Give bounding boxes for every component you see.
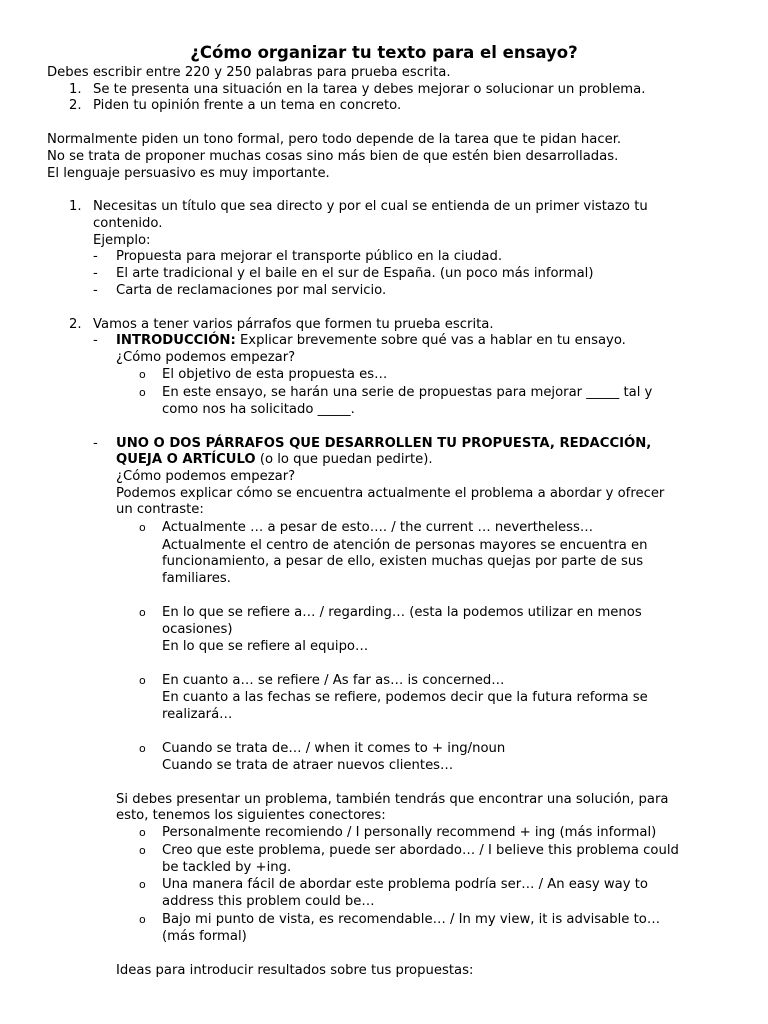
- body-section-heading: UNO O DOS PÁRRAFOS QUE DESARROLLEN TU PROPUESTA, REDACCIÓN,: [116, 436, 652, 451]
- bullet-marker: o: [139, 844, 146, 857]
- connector-example: Cuando se trata de atraer nuevos clientes…: [162, 758, 454, 773]
- solution-intro: esto, tenemos los siguientes conectores:: [116, 808, 386, 823]
- bullet-marker: o: [139, 826, 146, 839]
- tone-line: Normalmente piden un tono formal, pero todo depende de la tarea que te pidan hacer.: [47, 132, 622, 147]
- body-section-heading-rest: (o lo que puedan pedirte).: [255, 452, 433, 467]
- connector-example: En lo que se refiere al equipo…: [162, 639, 369, 654]
- example-item: El arte tradicional y el baile en el sur de España. (un poco más informal): [116, 266, 594, 281]
- solution-connector: Bajo mi punto de vista, es recomendable… / In my view, it is advisable to…: [162, 912, 661, 927]
- solution-intro: Si debes presentar un problema, también tendrás que encontrar una solución, para: [116, 792, 669, 807]
- contrast-connector-cont: ocasiones): [162, 622, 233, 637]
- task-type-item: Se te presenta una situación en la tarea y debes mejorar o solucionar un problema.: [93, 82, 646, 97]
- intro-connector: El objetivo de esta propuesta es…: [162, 367, 388, 382]
- body-section-heading-bold: QUEJA O ARTÍCULO: [116, 452, 256, 467]
- connector-example: Actualmente el centro de atención de personas mayores se encuentra en: [162, 538, 648, 553]
- dash-marker: -: [93, 266, 98, 281]
- solution-connector-cont: address this problem could be…: [162, 894, 375, 909]
- bullet-marker: o: [139, 742, 146, 755]
- connector-example: familiares.: [162, 571, 231, 586]
- bullet-marker: o: [139, 386, 146, 399]
- example-label: Ejemplo:: [93, 233, 151, 248]
- list-number: 1.: [69, 199, 82, 214]
- contrast-connector: En cuanto a… se refiere / As far as… is concerned…: [162, 673, 505, 688]
- task-type-item: Piden tu opinión frente a un tema en concreto.: [93, 98, 402, 113]
- contrast-connector: Actualmente … a pesar de esto…. / the current … nevertheless…: [162, 520, 594, 535]
- point1-line: Necesitas un título que sea directo y por el cual se entienda de un primer vistazo tu: [93, 199, 648, 214]
- bullet-marker: o: [139, 368, 146, 381]
- connector-example: realizará…: [162, 707, 233, 722]
- solution-connector-cont: (más formal): [162, 929, 247, 944]
- body-section-heading-line2: [116, 452, 433, 469]
- intro-section-question: ¿Cómo podemos empezar?: [116, 350, 296, 365]
- solution-connector: Creo que este problema, puede ser abordado… / I believe this problema could: [162, 843, 679, 858]
- bullet-marker: o: [139, 913, 146, 926]
- list-number: 1.: [69, 82, 82, 97]
- intro-connector: En este ensayo, se harán una serie de propuestas para mejorar _____ tal y: [162, 385, 653, 400]
- solution-connector: Una manera fácil de abordar este problema podría ser… / An easy way to: [162, 877, 648, 892]
- connector-example: En cuanto a las fechas se refiere, podemos decir que la futura reforma se: [162, 690, 648, 705]
- body-section-explain: Podemos explicar cómo se encuentra actualmente el problema a abordar y ofrecer: [116, 486, 665, 501]
- list-number: 2.: [69, 98, 82, 113]
- intro-line: Debes escribir entre 220 y 250 palabras para prueba escrita.: [47, 65, 451, 80]
- point1-line: contenido.: [93, 216, 163, 231]
- intro-section-heading: INTRODUCCIÓN:: [116, 333, 236, 348]
- connector-example: funcionamiento, a pesar de ello, existen muchas quejas por parte de sus: [162, 554, 644, 569]
- bullet-marker: o: [139, 878, 146, 891]
- intro-connector-cont: como nos ha solicitado _____.: [162, 402, 355, 417]
- dash-marker: -: [93, 436, 98, 451]
- dash-marker: -: [93, 333, 98, 348]
- solution-connector-cont: be tackled by +ing.: [162, 860, 292, 875]
- solution-connector: Personalmente recomiendo / I personally recommend + ing (más informal): [162, 825, 657, 840]
- point2-line: Vamos a tener varios párrafos que formen tu prueba escrita.: [93, 317, 494, 332]
- contrast-connector: En lo que se refiere a… / regarding… (esta la podemos utilizar en menos: [162, 605, 642, 620]
- document-title: ¿Cómo organizar tu texto para el ensayo?: [190, 43, 578, 62]
- intro-section-desc: Explicar brevemente sobre qué vas a hablar en tu ensayo.: [235, 333, 626, 348]
- list-number: 2.: [69, 317, 82, 332]
- body-section-question: ¿Cómo podemos empezar?: [116, 469, 296, 484]
- tone-line: El lenguaje persuasivo es muy importante.: [47, 166, 330, 181]
- results-intro: Ideas para introducir resultados sobre tus propuestas:: [116, 963, 474, 978]
- bullet-marker: o: [139, 606, 146, 619]
- example-item: Carta de reclamaciones por mal servicio.: [116, 283, 387, 298]
- bullet-marker: o: [139, 674, 146, 687]
- dash-marker: -: [93, 249, 98, 264]
- contrast-connector: Cuando se trata de… / when it comes to + ing/noun: [162, 741, 506, 756]
- bullet-marker: o: [139, 521, 146, 534]
- intro-section-heading-line: [116, 333, 626, 350]
- body-section-explain: un contraste:: [116, 502, 204, 517]
- dash-marker: -: [93, 283, 98, 298]
- tone-line: No se trata de proponer muchas cosas sino más bien de que estén bien desarrolladas.: [47, 149, 619, 164]
- example-item: Propuesta para mejorar el transporte público en la ciudad.: [116, 249, 503, 264]
